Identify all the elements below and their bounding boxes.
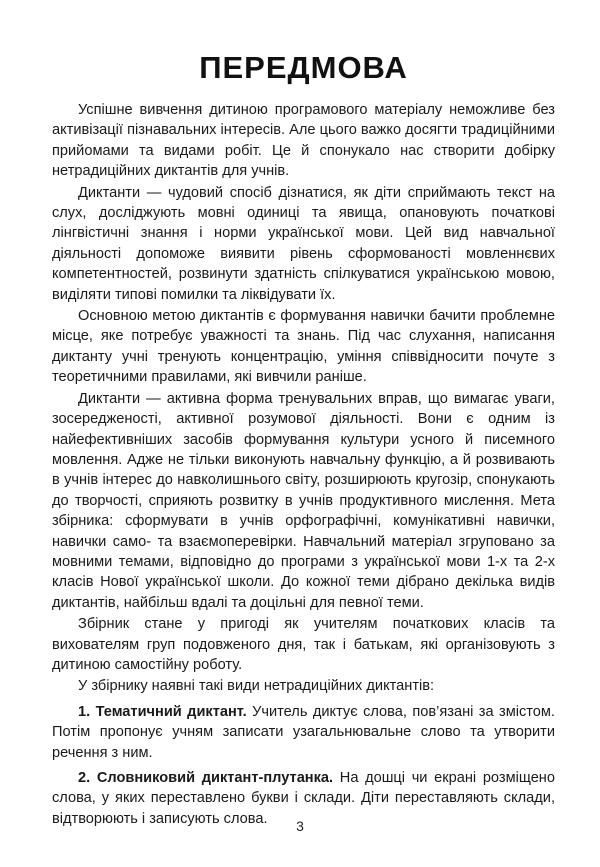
- paragraph-dictation-definition: [52, 183, 555, 305]
- page-number: 3: [296, 818, 304, 834]
- paragraph-text: На дошці чи екрані розміщено слова, у яких переставлено букви і склади. Діти переставляють склади, відтворюють і записують слова.: [52, 770, 555, 827]
- item-heading: 1. Тематичний диктант.: [78, 703, 247, 720]
- paragraph-text: Учитель диктує слова, пов’язані за змістом. Потім пропонує учням записати узагальнювальне слово та утворити речення з ним.: [52, 703, 555, 761]
- paragraph-types-intro: [52, 676, 555, 696]
- paragraph-main-goal: [52, 306, 555, 388]
- paragraph-text: Диктанти — активна форма тренувальних вправ, що вимагає уваги, зосередженості, активної розумової діяльності. Вони є одним із найефективніших засобів формування культури усного й писемного мовлення. Адже не тільки виконують навчальну функцію, а й розвивають в учнів інтерес до навколишнього світу, розширюють кругозір, спонукають до творчості, сприяють розвитку в учнів продуктивного мислення. Мета збірника: сформувати в учнів орфографічні, комунікативні навички, навички само- та взаємоперевірки. Навчальний матеріал згруповано за мовними темами, відповідно до програми з української мови 1-х та 2-х класів Нової української школи. До кожної теми дібрано декілька видів диктантів, найбільш вдалі та доцільні для певної теми.: [52, 390, 555, 611]
- paragraph-text: Успішне вивчення дитиною програмового матеріалу неможливе без активізації пізнавальних інтересів. Але цього важко досягти традиційними прийомами та видами робіт. Це й спонукало нас створити добірку нетрадиційних диктантів для учнів.: [52, 102, 555, 180]
- item-heading: 2. Словниковий диктант-плутанка.: [78, 770, 334, 786]
- paragraph-text: Основною метою диктантів є формування навички бачити проблемне місце, яке потребує уважності та знань. Під час слухання, написання диктанту учні тренують концентрацію, уміння співвідносити почуте з теоретичними правилами, які вивчили раніше.: [52, 308, 555, 386]
- paragraph-audience: [52, 614, 555, 675]
- paragraph-text: У збірнику наявні такі види нетрадиційних диктантів:: [78, 678, 435, 695]
- page-title: ПЕРЕДМОВА: [199, 50, 408, 85]
- paragraph-intro: [52, 100, 555, 182]
- paragraph-thematic-dictation: [52, 702, 555, 763]
- paragraph-text: Диктанти — чудовий спосіб дізнатися, як діти сприймають текст на слух, досліджують мовні одиниці та явища, опановують початкові лінгвістичні знання і норми української мови. Цей вид навчальної діяльності допоможе виявити рівень сформованості мовленнєвих компетентностей, розвинути здатність спілкуватися українською мовою, виділяти типові помилки та ліквідувати їх.: [52, 184, 555, 303]
- paragraph-active-form: [52, 389, 555, 613]
- document-page: [52, 50, 555, 829]
- paragraph-text: Збірник стане у пригоді як учителям початкових класів та вихователям груп подовженого дня, так і батькам, які організовують з дитиною самостійну роботу.: [52, 616, 555, 673]
